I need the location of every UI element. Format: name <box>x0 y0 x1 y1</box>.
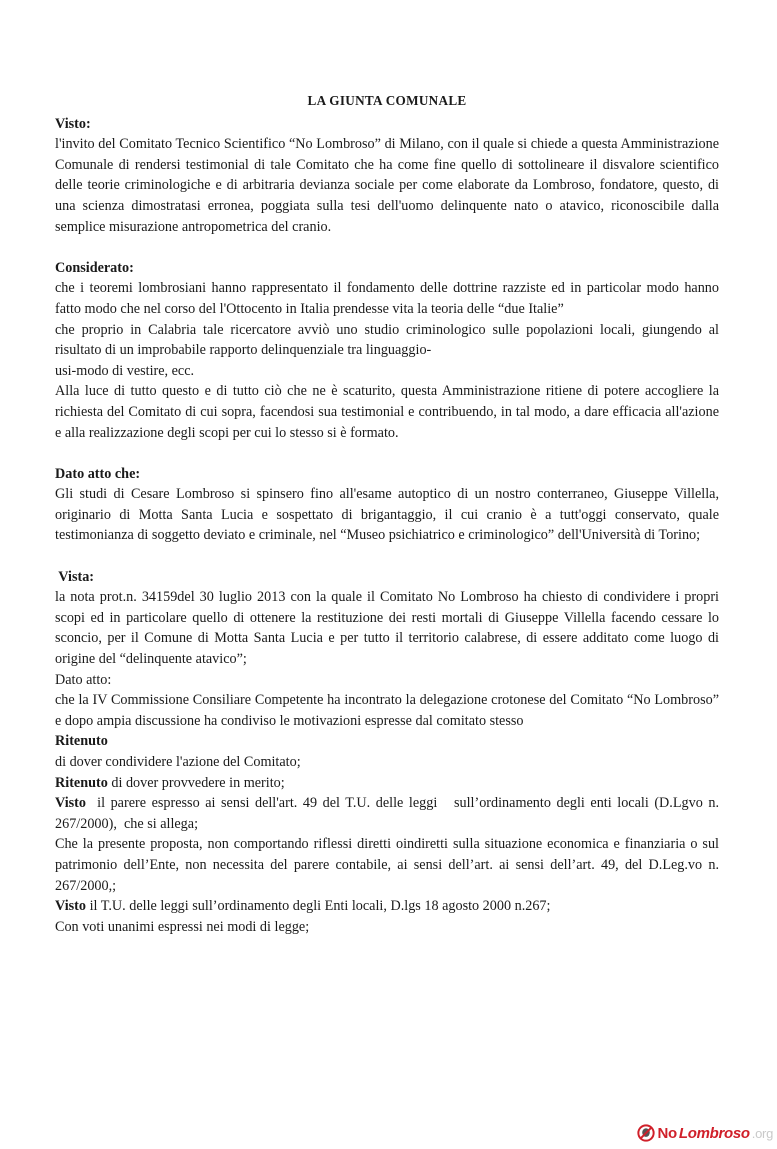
vista-dato-atto-label: Dato atto: <box>55 671 112 688</box>
spacer <box>55 546 719 567</box>
visto-tu <box>55 896 719 917</box>
ritenuto-provvedere <box>55 773 719 794</box>
ritenuto-provvedere-text: di dover provvedere in merito; <box>107 774 285 791</box>
considerato-paragraph-3: usi-modo di vestire, ecc. <box>55 362 195 379</box>
watermark-lombroso: Lombroso <box>678 1124 750 1142</box>
considerato-paragraph-4: Alla luce di tutto questo e di tutto ciò che ne è scaturito, questa Amministrazione ritiene di potere accogliere la richiesta del Comitato di cui sopra, facendosi sua testimonial e contribuendo, in tal modo, a dare efficacia all'azione e alla realizzazione degli scopi per cui lo stesso si è formato. <box>55 383 719 441</box>
document-page <box>55 91 723 937</box>
considerato-paragraph-1: che i teoremi lombrosiani hanno rappresentato il fondamento delle dottrine razziste ed in particolar modo hanno fatto modo che nel corso del l'Ottocento in Italia prendesse vita la teoria delle “due Italie” <box>55 280 719 317</box>
visto-heading: Visto: <box>55 115 91 132</box>
visto-tu-keyword: Visto <box>55 898 87 915</box>
ritenuto-keyword: Ritenuto <box>55 774 108 791</box>
watermark-org: .org <box>751 1125 773 1141</box>
visto-parere <box>55 793 723 834</box>
considerato-paragraph-2: che proprio in Calabria tale ricercatore avviò uno studio criminologico sulle popolazioni locali, giungendo al risultato di un improbabile rapporto delinquenziale tra linguaggio- <box>55 321 719 359</box>
dato-atto-text: Gli studi di Cesare Lombroso si spinsero fino all'esame autoptico di un nostro conterraneo, Giuseppe Villella, originario di Motta Santa Lucia e sospettato di brigantaggio, il cui cranio è a tutt'oggi conservato, quale testimonianza di soggetto deviato e criminale, nel “Museo psichiatrico e criminologico” dell'Università di Torino; <box>55 486 719 544</box>
vista-text: la nota prot.n. 34159del 30 luglio 2013 con la quale il Comitato No Lombroso ha chiesto di condividere i propri scopi ed in particolare quello di ottenere la restituzione dei resti mortali di Giuseppe Villella facendo cessare lo sconcio, per il Comune di Motta Santa Lucia e per tutto il territorio calabrese, di essere additato come luogo di origine del “delinquente atavico”; <box>55 589 719 668</box>
visto-tu-text: il T.U. delle leggi sull’ordinamento degli Enti locali, D.lgs 18 agosto 2000 n.267; <box>86 898 551 915</box>
no-lombroso-logo-icon <box>637 1124 655 1142</box>
ritenuto-heading: Ritenuto <box>55 733 108 750</box>
spacer <box>55 237 719 258</box>
visto-text: l'invito del Comitato Tecnico Scientifico “No Lombroso” di Milano, con il quale si chiede a questa Amministrazione Comunale di rendersi testimonial di tale Comitato che ha come fine quello di sottolineare il disvalore scientifico delle teorie criminologiche e di arbitraria devianza sociale per come elaborate da Lombroso, fondatore, questo, di una scienza dimostratasi erronea, poggiata sulla tesi dell'uomo delinquente nato o atavico, riconoscibile dalla semplice misurazione antropometrica del cranio. <box>55 136 719 235</box>
ritenuto-text: di dover condividere l'azione del Comitato; <box>55 754 301 770</box>
visto-parere-keyword: Visto <box>55 795 87 812</box>
considerato-heading: Considerato: <box>55 259 134 276</box>
vista-heading: Vista: <box>55 568 95 585</box>
dato-atto-heading: Dato atto che: <box>55 465 141 482</box>
watermark <box>637 1123 773 1143</box>
proposta-text: Che la presente proposta, non comportando riflessi diretti oindiretti sulla situazione economica e finanziaria o sul patrimonio dell’Ente, non necessita del parere contabile, ai sensi dell’art. ai sensi dell’art. 49, del D.Leg.vo n. 267/2000,; <box>55 836 719 894</box>
watermark-no: No <box>657 1124 677 1142</box>
page-title: LA GIUNTA COMUNALE <box>307 93 467 108</box>
vista-dato-atto-text: che la IV Commissione Consiliare Competente ha incontrato la delegazione crotonese del Comitato “No Lombroso” e dopo ampia discussione ha condiviso le motivazioni espresse dal comitato stesso <box>55 692 719 729</box>
spacer <box>55 443 719 464</box>
voti-text: Con voti unanimi espressi nei modi di legge; <box>55 918 310 935</box>
visto-parere-text: il parere espresso ai sensi dell'art. 49 del T.U. delle leggi sull’ordinamento degli enti locali (D.Lgvo n. 267/2000), che si allega; <box>55 795 723 832</box>
